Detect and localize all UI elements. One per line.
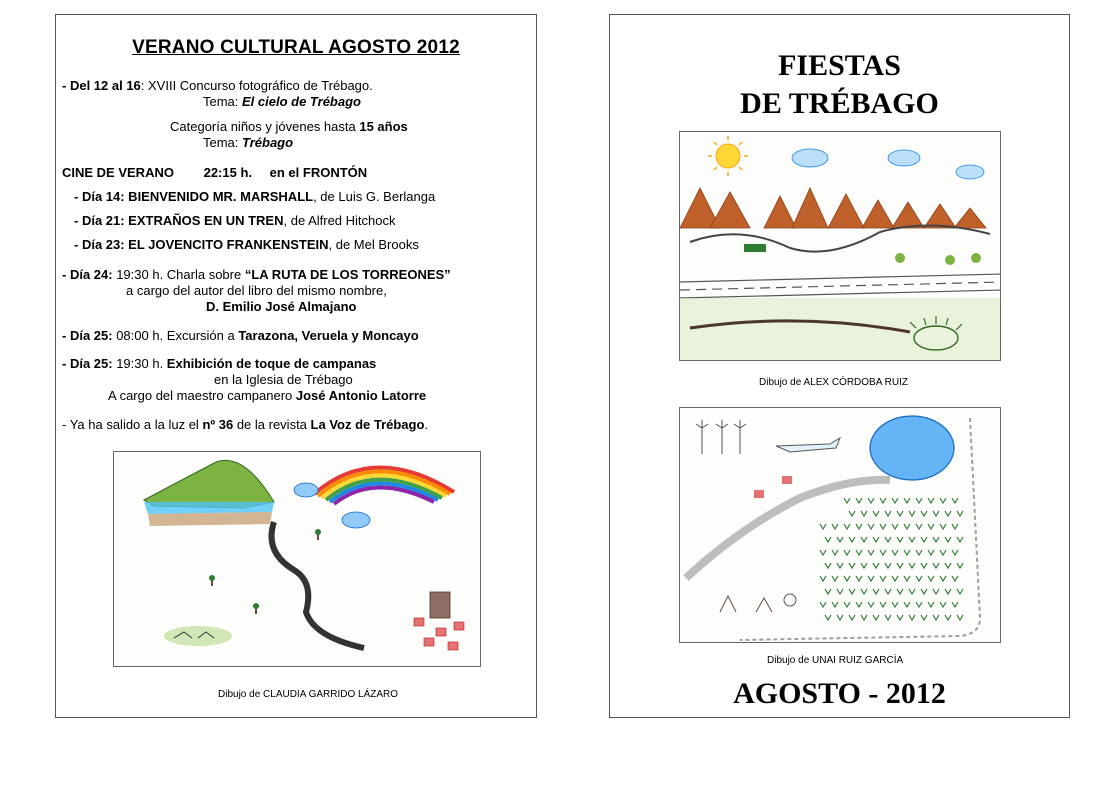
left-page	[55, 14, 537, 718]
magazine-line: - Ya ha salido a la luz el nº 36 de la revista La Voz de Trébago.	[62, 417, 429, 432]
crop-field	[820, 498, 963, 620]
photo-contest-line: - Del 12 al 16: XVIII Concurso fotográfico de Trébago.	[62, 78, 373, 93]
bells-line: - Día 25: 19:30 h. Exhibición de toque de campanas	[62, 356, 377, 371]
child-drawing-landscape	[113, 451, 481, 667]
photo-contest-dates: Del 12 al 16	[69, 78, 141, 93]
drawing-caption-2: Dibujo de UNAI RUIZ GARCÍA	[767, 655, 904, 666]
child-drawing-village-map	[679, 407, 1001, 643]
landscape-drawing-illustration	[114, 452, 481, 667]
child-drawing-mountains	[679, 131, 1001, 361]
cover-title-line2: DE TRÉBAGO	[740, 87, 939, 120]
cinema-heading: CINE DE VERANO 22:15 h. en el FRONTÓN	[62, 165, 368, 180]
program-title: VERANO CULTURAL AGOSTO 2012	[132, 37, 460, 58]
talk-line2: a cargo del autor del libro del mismo nombre,	[126, 283, 387, 298]
bells-line3: A cargo del maestro campanero José Antonio Latorre	[108, 388, 427, 403]
mountains-drawing-illustration	[680, 132, 1001, 361]
village-map-drawing-illustration	[680, 408, 1001, 643]
photo-contest-theme: Tema: El cielo de Trébago	[203, 94, 361, 109]
excursion-line: - Día 25: 08:00 h. Excursión a Tarazona, Veruela y Moncayo	[62, 328, 419, 343]
film-item: - Día 21: EXTRAÑOS EN UN TREN, de Alfred Hitchock	[74, 213, 396, 228]
talk-topic: “LA RUTA DE LOS TORREONES”	[244, 267, 451, 282]
cinema-time: 22:15 h.	[203, 165, 253, 180]
cover-footer-date: AGOSTO - 2012	[733, 677, 946, 710]
talk-line: - Día 24: 19:30 h. Charla sobre “LA RUTA DE LOS TORREONES”	[62, 267, 451, 282]
photo-contest-theme2: Tema: Trébago	[203, 135, 294, 150]
cinema-place: FRONTÓN	[302, 165, 368, 180]
drawing-caption-1: Dibujo de ALEX CÓRDOBA RUIZ	[759, 377, 908, 388]
cover-title-line1: FIESTAS	[778, 49, 901, 82]
talk-author: D. Emilio José Almajano	[206, 299, 357, 314]
film-item: - Día 14: BIENVENIDO MR. MARSHALL, de Luis G. Berlanga	[74, 189, 436, 204]
film-item: - Día 23: EL JOVENCITO FRANKENSTEIN, de Mel Brooks	[74, 237, 419, 252]
bells-line2: en la Iglesia de Trébago	[214, 372, 353, 387]
photo-contest-category: Categoría niños y jóvenes hasta 15 años	[170, 119, 408, 134]
right-page	[609, 14, 1070, 718]
drawing-caption: Dibujo de CLAUDIA GARRIDO LÁZARO	[218, 689, 399, 700]
